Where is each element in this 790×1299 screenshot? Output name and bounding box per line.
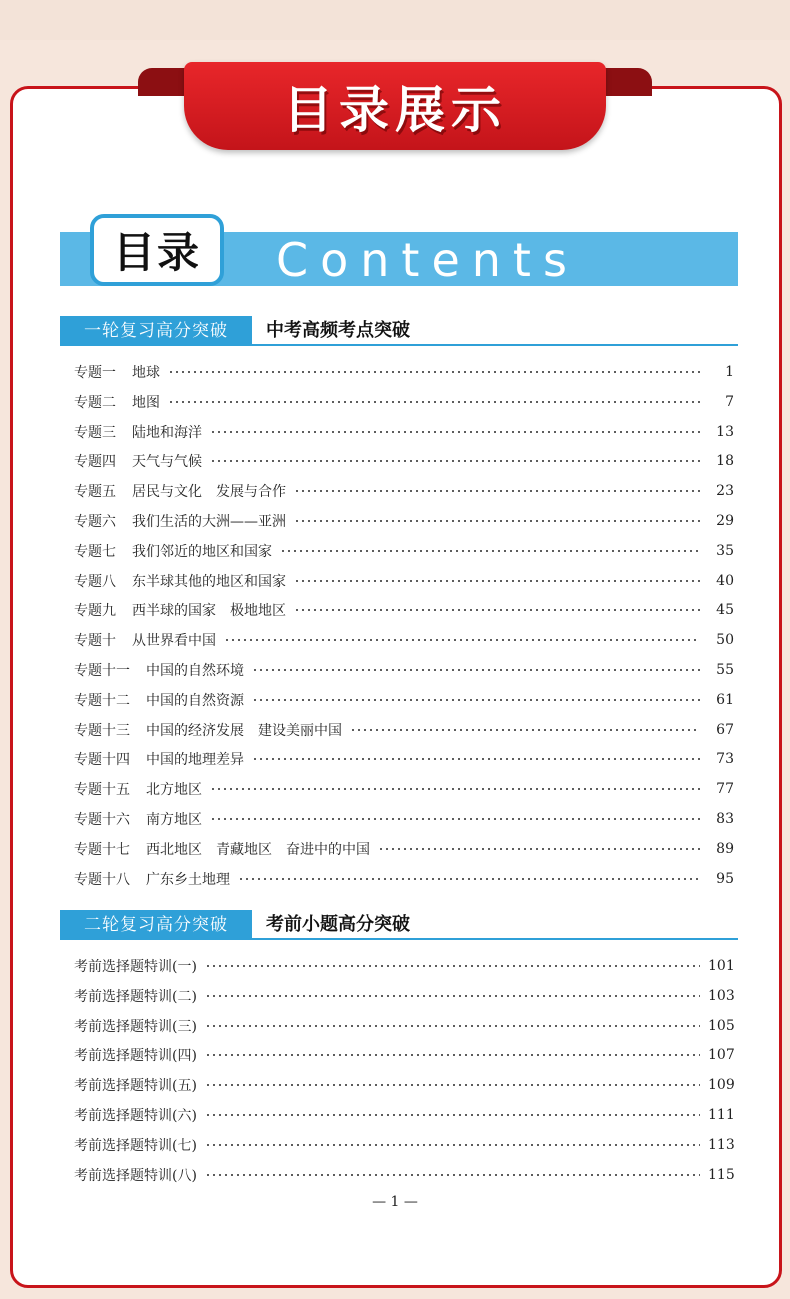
toc-entry-title: 考前选择题特训(四) (74, 1048, 197, 1064)
dot-leader (294, 609, 700, 611)
toc-page-number: 61 (716, 692, 734, 708)
toc-entry-title: 陆地和海洋 (132, 425, 202, 441)
toc-topic-label: 专题九 (74, 603, 116, 619)
dot-leader (252, 699, 700, 701)
toc-entry-title: 东半球其他的地区和国家 (132, 574, 286, 590)
toc-page-number: 115 (708, 1167, 735, 1183)
dot-leader (294, 520, 700, 522)
toc-entry-title: 考前选择题特训(五) (74, 1078, 197, 1094)
toc-entry-title: 我们邻近的地区和国家 (132, 544, 272, 560)
toc-entry (74, 719, 734, 741)
toc-entry (74, 1074, 734, 1096)
toc-entry-title: 考前选择题特训(二) (74, 989, 197, 1005)
toc-entry (74, 689, 734, 711)
toc-entry-title: 北方地区 (146, 782, 202, 798)
section-2-tag: 二轮复习高分突破 (60, 910, 252, 940)
dot-leader (205, 965, 700, 967)
toc-topic-label: 专题一 (74, 365, 116, 381)
toc-entry-title: 中国的自然环境 (146, 663, 244, 679)
toc-page-number: 7 (725, 394, 734, 410)
toc-page-number: 105 (708, 1018, 735, 1034)
toc-entry (74, 955, 734, 977)
toc-page-number: 18 (716, 453, 734, 469)
dot-leader (252, 758, 700, 760)
toc-topic-label: 专题三 (74, 425, 116, 441)
toc-page-number: 13 (716, 424, 734, 440)
ribbon-body (184, 62, 606, 150)
toc-entry (74, 659, 734, 681)
toc-entry (74, 540, 734, 562)
toc-entry (74, 1015, 734, 1037)
dot-leader (210, 431, 700, 433)
toc-entry-title: 中国的自然资源 (146, 693, 244, 709)
toc-page-number: 113 (708, 1137, 735, 1153)
dot-leader (378, 848, 700, 850)
dot-leader (280, 550, 700, 552)
dot-leader (205, 1054, 700, 1056)
toc-entry-title: 考前选择题特训(六) (74, 1108, 197, 1124)
dot-leader (205, 1114, 700, 1116)
toc-entry-title: 居民与文化 发展与合作 (132, 484, 286, 500)
dot-leader (294, 580, 700, 582)
section-2-header (60, 910, 740, 940)
toc-entry-title: 西北地区 青藏地区 奋进中的中国 (146, 842, 370, 858)
toc-page-number: 101 (708, 958, 735, 974)
toc-entry (74, 510, 734, 532)
toc-topic-label: 专题十七 (74, 842, 130, 858)
toc-page-number: 109 (708, 1077, 735, 1093)
toc-entry-title: 天气与气候 (132, 454, 202, 470)
toc-entry-title: 考前选择题特训(七) (74, 1138, 197, 1154)
toc-entry (74, 421, 734, 443)
toc-page-number: 67 (716, 722, 734, 738)
section-1-title: 中考高频考点突破 (266, 320, 410, 341)
dot-leader (205, 995, 700, 997)
toc-topic-label: 专题十 (74, 633, 116, 649)
toc-entry (74, 748, 734, 770)
dot-leader (210, 788, 700, 790)
toc-topic-label: 专题十一 (74, 663, 130, 679)
toc-entry (74, 391, 734, 413)
toc-topic-label: 专题十八 (74, 872, 130, 888)
toc-entry-title: 地图 (132, 395, 160, 411)
toc-topic-label: 专题十四 (74, 752, 130, 768)
toc-page-number: 83 (716, 811, 734, 827)
toc-page-number: 29 (716, 513, 734, 529)
toc-entry (74, 838, 734, 860)
toc-topic-label: 专题十二 (74, 693, 130, 709)
dot-leader (210, 460, 700, 462)
toc-entry-title: 考前选择题特训(一) (74, 959, 197, 975)
top-background (0, 0, 790, 40)
section-2-title: 考前小题高分突破 (266, 914, 410, 935)
dot-leader (168, 401, 700, 403)
toc-entry-title: 地球 (132, 365, 160, 381)
toc-page-number: 111 (708, 1107, 735, 1123)
toc-topic-label: 专题二 (74, 395, 116, 411)
dot-leader (168, 371, 700, 373)
toc-topic-label: 专题四 (74, 454, 116, 470)
section-1-tag: 一轮复习高分突破 (60, 316, 252, 346)
toc-page-number: 45 (716, 602, 734, 618)
toc-page-number: 77 (716, 781, 734, 797)
mulu-badge (90, 214, 224, 286)
toc-entry (74, 480, 734, 502)
toc-topic-label: 专题八 (74, 574, 116, 590)
toc-topic-label: 专题七 (74, 544, 116, 560)
dot-leader (205, 1025, 700, 1027)
toc-entry-title: 西半球的国家 极地地区 (132, 603, 286, 619)
section-1-header (60, 316, 740, 346)
dot-leader (238, 878, 700, 880)
toc-entry-title: 从世界看中国 (132, 633, 216, 649)
dot-leader (294, 490, 700, 492)
toc-page-number: 1 (725, 364, 734, 380)
toc-entry (74, 1164, 734, 1186)
toc-entry (74, 808, 734, 830)
toc-entry-title: 中国的地理差异 (146, 752, 244, 768)
toc-topic-label: 专题六 (74, 514, 116, 530)
toc-entry-title: 考前选择题特训(八) (74, 1168, 197, 1184)
toc-page-number: 40 (716, 573, 734, 589)
toc-topic-label: 专题十六 (74, 812, 130, 828)
toc-page-number: 95 (716, 871, 734, 887)
toc-page-number: 23 (716, 483, 734, 499)
mulu-label: 目录 (112, 228, 201, 277)
contents-heading: Contents (276, 233, 579, 287)
toc-entry (74, 1104, 734, 1126)
dot-leader (205, 1174, 700, 1176)
toc-entry-title: 广东乡土地理 (146, 872, 230, 888)
toc-topic-label: 专题五 (74, 484, 116, 500)
toc-entry (74, 599, 734, 621)
toc-entry (74, 629, 734, 651)
toc-entry (74, 450, 734, 472)
dot-leader (205, 1144, 700, 1146)
page-number: — 1 — (372, 1194, 418, 1210)
toc-entry-title: 考前选择题特训(三) (74, 1019, 197, 1035)
toc-entry (74, 1134, 734, 1156)
toc-topic-label: 专题十五 (74, 782, 130, 798)
toc-entry (74, 570, 734, 592)
title-ribbon (138, 62, 652, 152)
toc-entry-title: 南方地区 (146, 812, 202, 828)
toc-page-number: 89 (716, 841, 734, 857)
toc-entry (74, 1044, 734, 1066)
dot-leader (252, 669, 700, 671)
dot-leader (224, 639, 700, 641)
toc-page-number: 35 (716, 543, 734, 559)
toc-entry (74, 361, 734, 383)
toc-page-number: 107 (708, 1047, 735, 1063)
dot-leader (210, 818, 700, 820)
toc-page-number: 103 (708, 988, 735, 1004)
toc-page-number: 73 (716, 751, 734, 767)
toc-entry-title: 我们生活的大洲——亚洲 (132, 514, 286, 530)
toc-page-number: 55 (716, 662, 734, 678)
toc-page-number: 50 (716, 632, 734, 648)
banner-title: 目录展示 (283, 81, 507, 139)
toc-entry-title: 中国的经济发展 建设美丽中国 (146, 723, 342, 739)
toc-entry (74, 868, 734, 890)
toc-entry (74, 778, 734, 800)
dot-leader (205, 1084, 700, 1086)
toc-topic-label: 专题十三 (74, 723, 130, 739)
dot-leader (350, 729, 700, 731)
toc-entry (74, 985, 734, 1007)
